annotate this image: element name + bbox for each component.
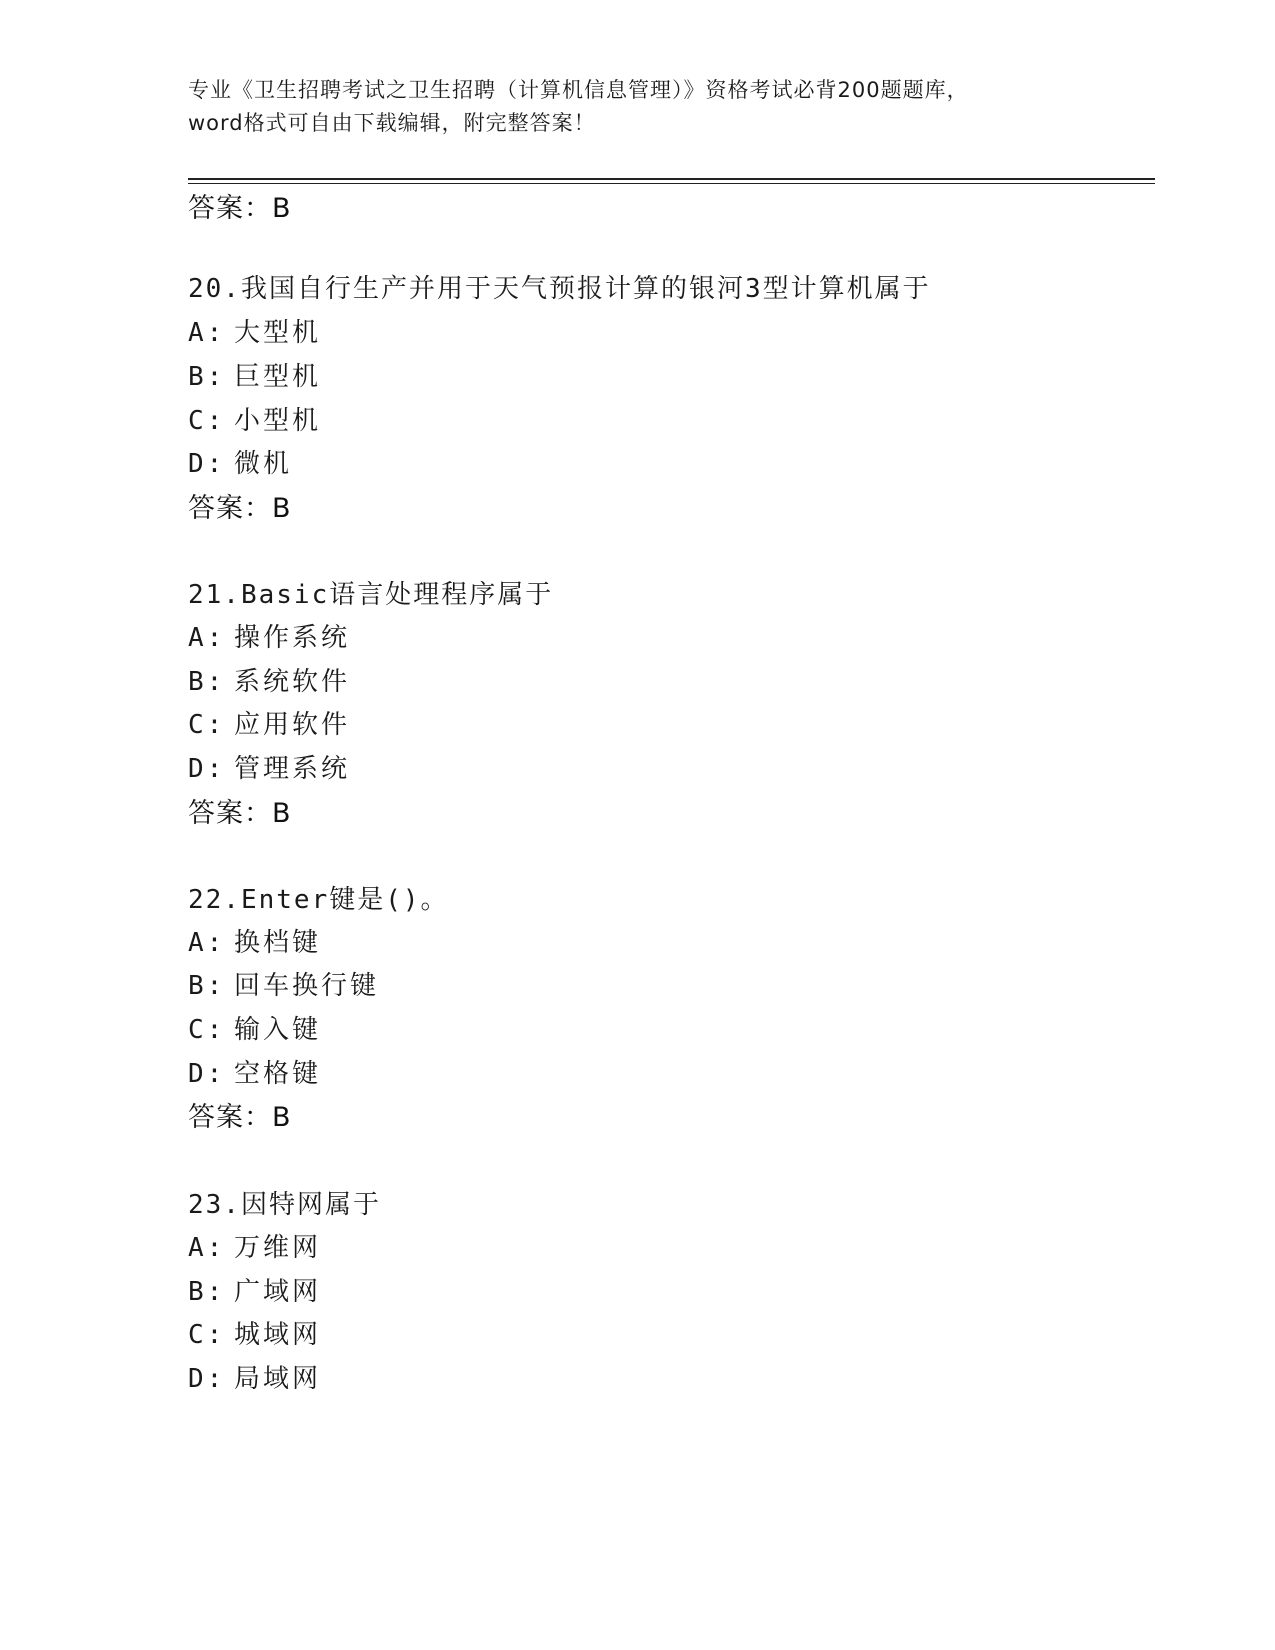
answer-value: B: [272, 493, 292, 524]
option-22-c: [188, 1013, 321, 1047]
option-text: 大型机: [234, 318, 322, 348]
option-letter: A:: [188, 623, 226, 653]
answer-value: B: [272, 798, 292, 829]
answer-label: 答案：: [188, 798, 272, 829]
option-text: 万维网: [234, 1233, 322, 1263]
option-22-a: [188, 926, 321, 960]
answer-line: [188, 492, 292, 526]
option-text: 换档键: [234, 928, 322, 958]
option-letter: B:: [188, 1277, 226, 1307]
option-letter: B:: [188, 971, 226, 1001]
option-letter: A:: [188, 318, 226, 348]
option-text: 管理系统: [234, 754, 351, 784]
answer-label: 答案：: [188, 193, 272, 224]
option-21-d: [188, 752, 350, 786]
option-letter: A:: [188, 1233, 226, 1263]
option-23-c: [188, 1318, 321, 1352]
option-20-b: [188, 360, 321, 394]
option-21-b: [188, 665, 350, 699]
option-23-a: [188, 1231, 321, 1265]
answer-line: [188, 1101, 292, 1135]
answer-line: [188, 797, 292, 831]
option-letter: A:: [188, 928, 226, 958]
header-line-2: word格式可自由下载编辑，附完整答案！: [188, 111, 596, 135]
option-20-a: [188, 316, 321, 350]
option-21-a: [188, 621, 350, 655]
option-text: 空格键: [234, 1059, 322, 1089]
option-letter: C:: [188, 406, 226, 436]
option-letter: C:: [188, 710, 226, 740]
option-20-d: [188, 447, 292, 481]
question-22: 22.Enter键是()。: [188, 885, 449, 915]
answer-line: [188, 192, 292, 226]
option-text: 局域网: [234, 1364, 322, 1394]
option-text: 广域网: [234, 1277, 322, 1307]
header-line-1: 专业《卫生招聘考试之卫生招聘（计算机信息管理）》资格考试必背200题题库，: [188, 78, 969, 102]
option-text: 小型机: [234, 406, 322, 436]
option-20-c: [188, 404, 321, 438]
option-letter: D:: [188, 1364, 226, 1394]
answer-value: B: [272, 193, 292, 224]
answer-value: B: [272, 1102, 292, 1133]
option-22-d: [188, 1057, 321, 1091]
answer-label: 答案：: [188, 1102, 272, 1133]
option-letter: D:: [188, 1059, 226, 1089]
option-text: 操作系统: [234, 623, 351, 653]
option-21-c: [188, 708, 350, 742]
option-letter: B:: [188, 667, 226, 697]
header-divider: [188, 178, 1155, 184]
option-text: 微机: [234, 449, 293, 479]
option-text: 城域网: [234, 1320, 322, 1350]
option-text: 应用软件: [234, 710, 351, 740]
option-text: 回车换行键: [234, 971, 380, 1001]
option-text: 系统软件: [234, 667, 351, 697]
option-text: 巨型机: [234, 362, 322, 392]
option-23-d: [188, 1362, 321, 1396]
option-letter: C:: [188, 1320, 226, 1350]
option-23-b: [188, 1275, 321, 1309]
question-21: 21.Basic语言处理程序属于: [188, 580, 554, 610]
option-letter: C:: [188, 1015, 226, 1045]
question-23: 23.因特网属于: [188, 1190, 381, 1220]
option-letter: D:: [188, 449, 226, 479]
option-22-b: [188, 969, 379, 1003]
option-letter: D:: [188, 754, 226, 784]
question-20: 20.我国自行生产并用于天气预报计算的银河3型计算机属于: [188, 274, 931, 304]
option-text: 输入键: [234, 1015, 322, 1045]
answer-label: 答案：: [188, 493, 272, 524]
option-letter: B:: [188, 362, 226, 392]
document-header: [188, 74, 1088, 140]
